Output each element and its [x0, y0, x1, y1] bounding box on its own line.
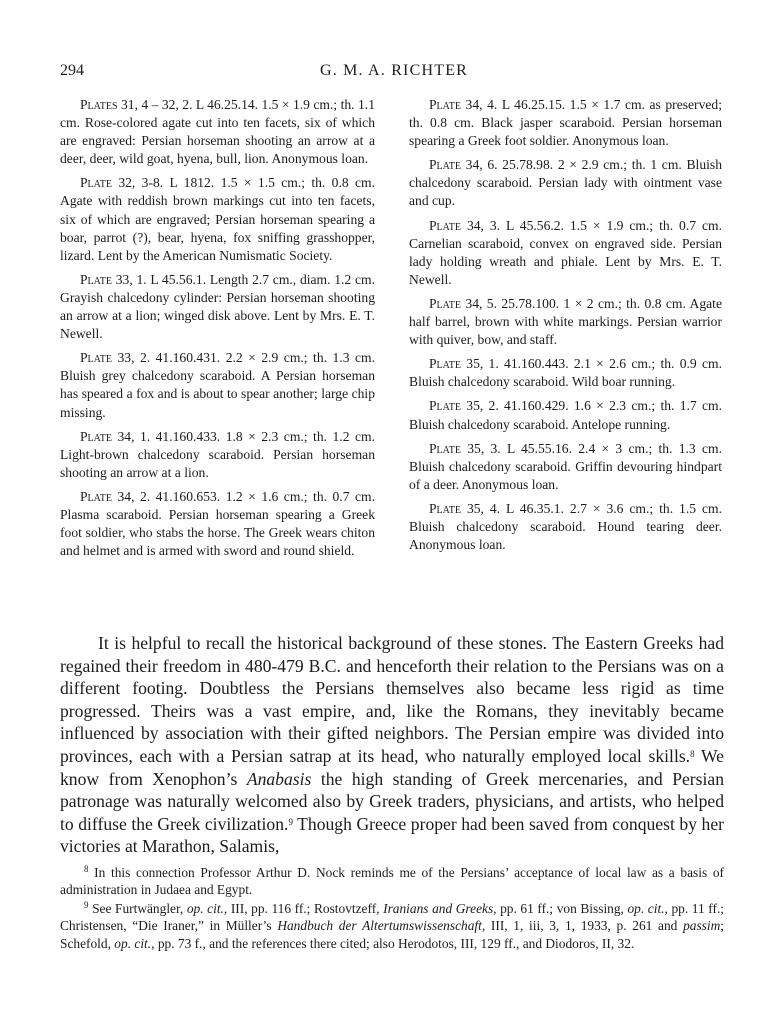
catalog-entry — [409, 500, 722, 554]
body-text-segment: We know from Xenophon’s — [60, 745, 724, 789]
catalog-column-right — [409, 96, 722, 560]
catalog-entry-text: 34, 1. 41.160.433. 1.8 × 2.3 cm.; th. 1.2 cm. Light-brown chalcedony scaraboid. Persian horseman shooting an arrow at a lion. — [60, 428, 375, 480]
catalog-entry — [60, 428, 375, 482]
footnote-text: See Furtwängler, — [88, 900, 187, 916]
footnote-ref-8: 8 — [690, 748, 695, 759]
footnote-mark: 9 — [84, 899, 89, 910]
footnote-text: , III, 1, iii, 3, 1, 1933, p. 261 and — [481, 918, 684, 934]
footnote-text: , III, pp. 116 ff.; Rostovtzeff, — [223, 900, 384, 916]
plate-label: Plate — [80, 175, 112, 191]
catalog-entry-text: 35, 2. 41.160.429. 1.6 × 2.3 cm.; th. 1.7 cm. Bluish chalcedony scaraboid. Antelope running. — [409, 398, 722, 432]
footnote-italic: op. cit. — [114, 935, 152, 951]
footnote-italic: op. cit. — [627, 900, 665, 916]
catalog-entry — [409, 440, 722, 494]
plate-label: Plate — [80, 271, 112, 287]
plate-label: Plate — [429, 440, 461, 456]
plate-label: Plate — [429, 295, 461, 311]
footnote-text: , pp. 11 ff.; Christensen, “Die Iraner,” in Müller’s — [60, 900, 725, 934]
catalog-entry — [409, 295, 722, 349]
catalog-entry-text: 34, 4. L 46.25.15. 1.5 × 1.7 cm. as preserved; th. 0.8 cm. Black jasper scaraboid. Persian horseman spearing a Greek foot soldier. Anonymous loan. — [409, 97, 722, 149]
catalog-entry-text: 34, 2. 41.160.653. 1.2 × 1.6 cm.; th. 0.7 cm. Plasma scaraboid. Persian horseman spearing a Greek foot soldier, who stabs the horse. The Greek wears chiton and helmet and is armed with sword and round shield. — [60, 488, 375, 559]
catalog-entry — [60, 349, 375, 421]
footnote-mark: 8 — [84, 864, 89, 874]
plate-label: Plate — [429, 398, 461, 414]
plate-label: Plates — [80, 97, 118, 112]
catalog-entry-text: 35, 3. L 45.55.16. 2.4 × 3 cm.; th. 1.3 cm. Bluish chalcedony scaraboid. Griffin devouring hindpart of a deer. Anonymous loan. — [409, 440, 722, 492]
work-title: Anabasis — [246, 768, 312, 789]
catalog-entry — [409, 156, 722, 210]
plate-label: Plate — [80, 350, 112, 366]
plate-label: Plate — [429, 97, 461, 112]
catalog-entry-text: 31, 4 – 32, 2. L 46.25.14. 1.5 × 1.9 cm.; th. 1.1 cm. Rose-colored agate cut into ten facets, six of which are engraved: Persian horseman shooting an arrow at a deer, deer, wild goat, hyena, bull, lion. Anonymous loan. — [60, 97, 375, 167]
body-text-segment: and henceforth their relation to the Persians was on a different footing. Doubtless the Persians themselves also became less rigid as time progressed. Theirs was a vast empire, and, like the Romans, they inevitably became influenced by association with their gifted neighbors. The Persian empire was divided into provinces, each with a Persian satrap at its head, who naturally employed local skills. — [60, 655, 724, 766]
catalog-entry-text: 35, 1. 41.160.443. 2.1 × 2.6 cm.; th. 0.9 cm. Bluish chalcedony scaraboid. Wild boar running. — [409, 356, 722, 390]
footnote-italic: op. cit. — [186, 900, 224, 916]
footnote-8 — [60, 864, 724, 899]
plate-label: Plate — [80, 428, 112, 444]
plate-label: Plate — [429, 356, 461, 372]
catalog-entry-text: 33, 1. L 45.56.1. Length 2.7 cm., diam. 1.2 cm. Grayish chalcedony cylinder: Persian horseman shooting an arrow at a lion; winged disk above. Lent by Mrs. E. T. Newell. — [60, 271, 375, 342]
footnotes — [60, 864, 724, 953]
body-paragraph — [60, 632, 724, 858]
page-number: 294 — [60, 62, 84, 79]
catalog-entry — [409, 355, 722, 391]
body-text-segment: the high standing of Greek mercenaries, and Persian patronage was naturally welcomed also by Greek traders, physicians, and artists, who helped to diffuse the Greek civilization. — [60, 768, 724, 834]
body-text-segment: Though Greece proper had been saved from conquest by her victories at Marathon, Salamis, — [60, 813, 724, 857]
catalog-entry — [409, 397, 722, 433]
footnote-italic: Handbuch der Altertumswissenschaft — [277, 918, 482, 934]
catalog-entry-text: 34, 6. 25.78.98. 2 × 2.9 cm.; th. 1 cm. Bluish chalcedony scaraboid. Persian lady with ointment vase and cup. — [409, 157, 722, 209]
body-text-segment: It is helpful to recall the historical background of these stones. The Eastern Greeks had regained their freedom in 480-479 — [60, 633, 724, 676]
footnote-text: In this connection Professor Arthur D. Nock reminds me of the Persians’ acceptance of local law as a basis of administration in Judaea and Egypt. — [60, 865, 724, 898]
catalog-entry-text: 34, 5. 25.78.100. 1 × 2 cm.; th. 0.8 cm. Agate half barrel, brown with white markings. Persian warrior with quiver, bow, and staff. — [409, 295, 722, 348]
catalog-column-left — [60, 96, 375, 566]
footnote-italic: Iranians and Greeks — [383, 900, 494, 916]
footnote-9 — [60, 900, 724, 952]
plate-label: Plate — [429, 157, 461, 173]
plate-label: Plate — [429, 500, 461, 516]
footnote-text: , pp. 61 ff.; von Bissing, — [493, 900, 628, 916]
page-header — [60, 62, 728, 84]
catalog-entry-text: 34, 3. L 45.56.2. 1.5 × 1.9 cm.; th. 0.7 cm. Carnelian scaraboid, convex on engraved side. Persian lady holding wreath and phiale. Lent by Mrs. E. T. Newell. — [409, 217, 722, 287]
catalog-entry — [409, 217, 722, 289]
footnote-italic: passim — [683, 918, 721, 934]
catalog-entry — [409, 96, 722, 150]
plate-label: Plate — [80, 488, 112, 504]
footnote-ref-9: 9 — [288, 816, 293, 827]
footnote-text: , pp. 73 f., and the references there cited; also Herodotos, III, 129 ff., and Diodoros, II, 32. — [151, 935, 635, 951]
catalog-entry — [60, 96, 375, 168]
catalog-entry-text: 32, 3-8. L 1812. 1.5 × 1.5 cm.; th. 0.8 cm. Agate with reddish brown markings cut into ten facets, six of which are engraved; Persian horseman spearing a boar, parrot (?), bear, hyena, fox sniffing grasshopper, lizard. Lent by the American Numismatic Society. — [60, 175, 375, 263]
catalog-entry — [60, 271, 375, 343]
catalog-entry-text: 33, 2. 41.160.431. 2.2 × 2.9 cm.; th. 1.3 cm. Bluish grey chalcedony scaraboid. A Persian horseman has speared a fox and is about to spear another; large chip missing. — [60, 350, 375, 420]
running-head: G. M. A. RICHTER — [319, 62, 469, 79]
catalog-entry-text: 35, 4. L 46.35.1. 2.7 × 3.6 cm.; th. 1.5 cm. Bluish chalcedony scaraboid. Hound tearing deer. Anonymous loan. — [409, 500, 722, 553]
bc-abbreviation: B.C. — [308, 655, 341, 676]
catalog-entry — [60, 488, 375, 560]
plate-label: Plate — [429, 217, 461, 233]
footnote-text: ; Schefold, — [60, 918, 725, 951]
catalog-entry — [60, 174, 375, 264]
